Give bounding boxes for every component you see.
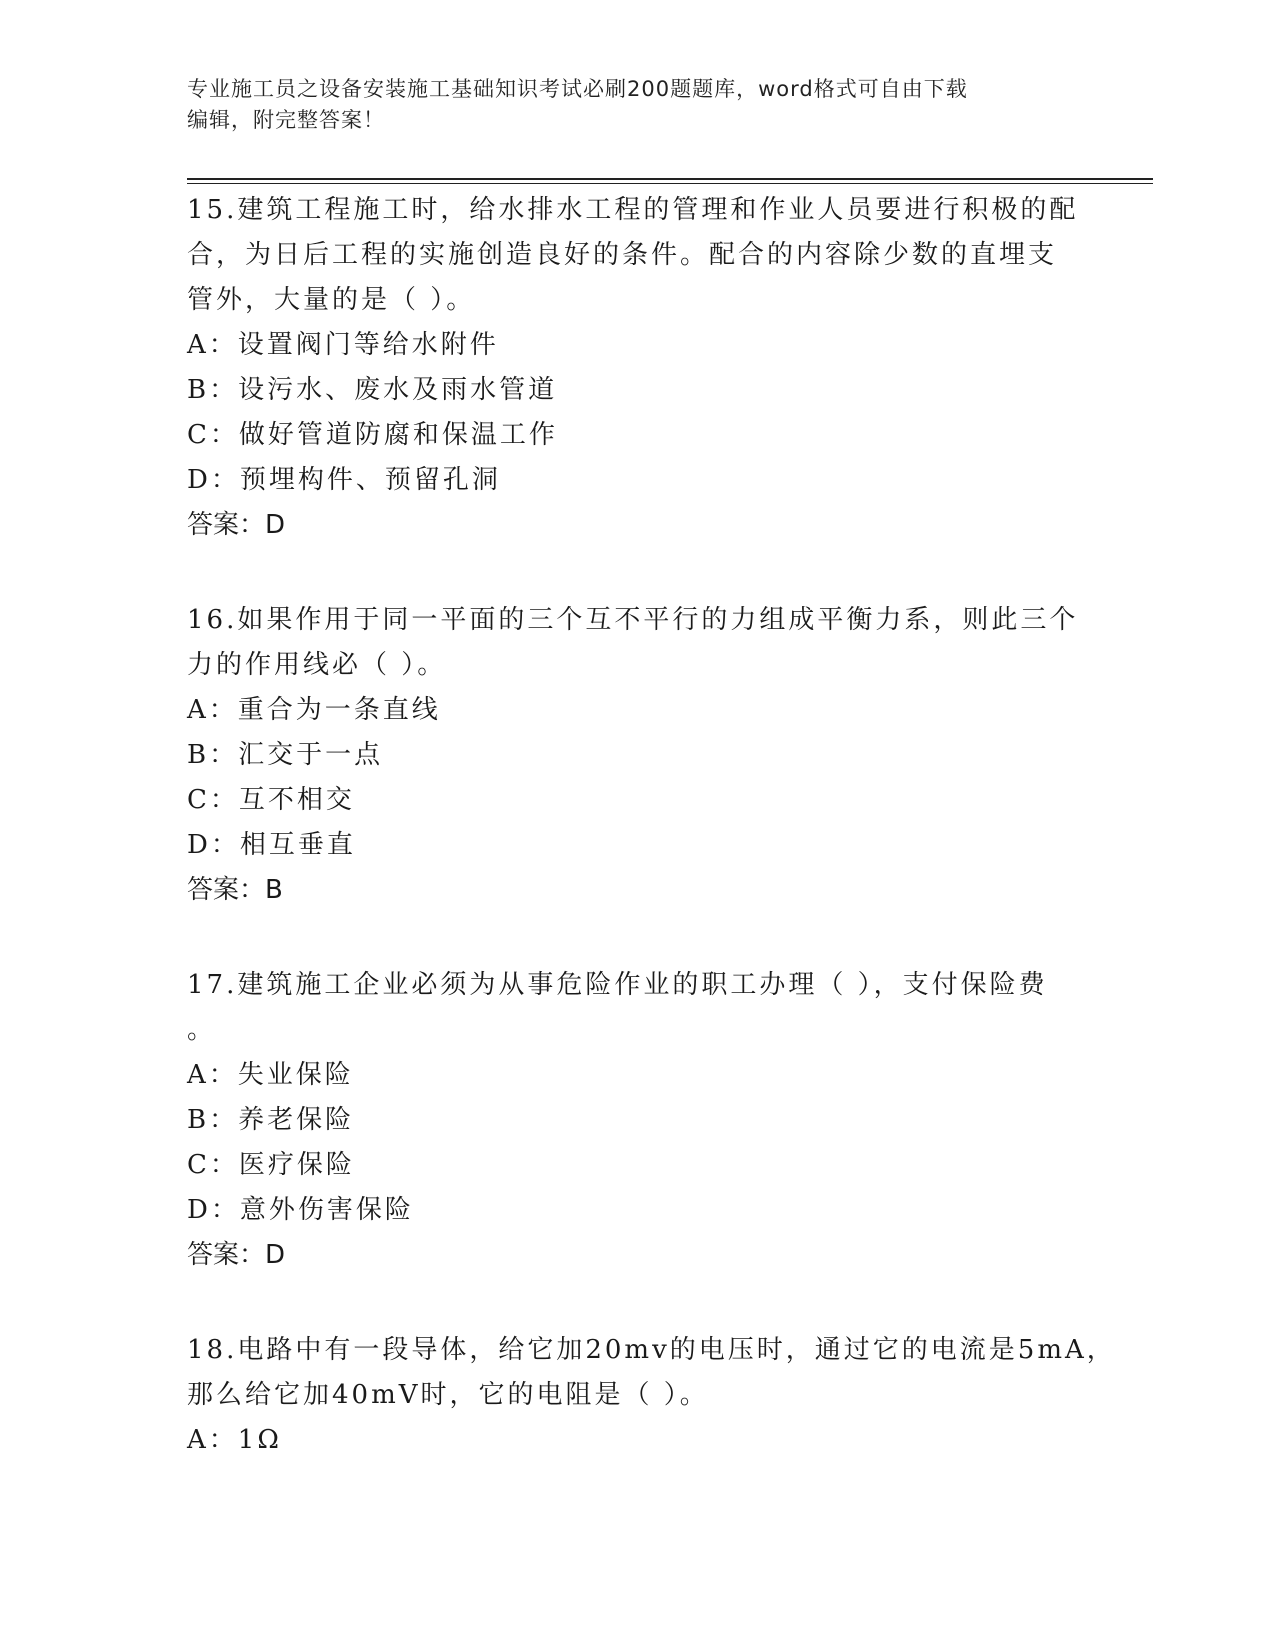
question-text-line: 。: [187, 1015, 217, 1045]
header-divider-thin: [187, 183, 1153, 184]
question-17: [187, 963, 1087, 1278]
question-text-line: 那么给它加40mV时，它的电阻是（ ）。: [187, 1380, 709, 1410]
answer-label: 答案：B: [187, 875, 283, 905]
header-line-2: 编辑，附完整答案！: [187, 108, 385, 132]
option-d: D：相互垂直: [187, 830, 356, 860]
option-a: A：失业保险: [187, 1060, 354, 1090]
option-c: C：互不相交: [187, 785, 355, 815]
header-divider-thick: [187, 178, 1153, 180]
option-c: C：做好管道防腐和保温工作: [187, 420, 558, 450]
option-a: A：1Ω: [187, 1425, 282, 1455]
option-c: C：医疗保险: [187, 1150, 355, 1180]
answer-label: 答案：D: [187, 510, 286, 540]
question-list: [187, 188, 1116, 1463]
question-text-line: 16.如果作用于同一平面的三个互不平行的力组成平衡力系，则此三个: [187, 605, 1079, 635]
option-d: D：预埋构件、预留孔洞: [187, 465, 501, 495]
option-b: B：设污水、废水及雨水管道: [187, 375, 558, 405]
option-b: B：汇交于一点: [187, 740, 384, 770]
question-text-line: 18.电路中有一段导体，给它加20mv的电压时，通过它的电流是5mA，: [187, 1335, 1116, 1365]
document-header: [187, 74, 1067, 136]
option-b: B：养老保险: [187, 1105, 355, 1135]
option-d: D：意外伤害保险: [187, 1195, 414, 1225]
question-text-line: 管外，大量的是（ ）。: [187, 285, 476, 315]
question-15: [187, 188, 1087, 548]
question-text-line: 合，为日后工程的实施创造良好的条件。配合的内容除少数的直埋支: [187, 240, 1058, 270]
question-16: [187, 598, 1087, 913]
question-18: [187, 1328, 1116, 1463]
option-a: A：重合为一条直线: [187, 695, 441, 725]
question-text-line: 15.建筑工程施工时，给水排水工程的管理和作业人员要进行积极的配: [187, 195, 1079, 225]
header-line-1: 专业施工员之设备安装施工基础知识考试必刷200题题库，word格式可自由下载: [187, 77, 968, 101]
question-text-line: 17.建筑施工企业必须为从事危险作业的职工办理（ ），支付保险费: [187, 970, 1048, 1000]
option-a: A：设置阀门等给水附件: [187, 330, 499, 360]
answer-label: 答案：D: [187, 1240, 286, 1270]
question-text-line: 力的作用线必（ ）。: [187, 650, 447, 680]
